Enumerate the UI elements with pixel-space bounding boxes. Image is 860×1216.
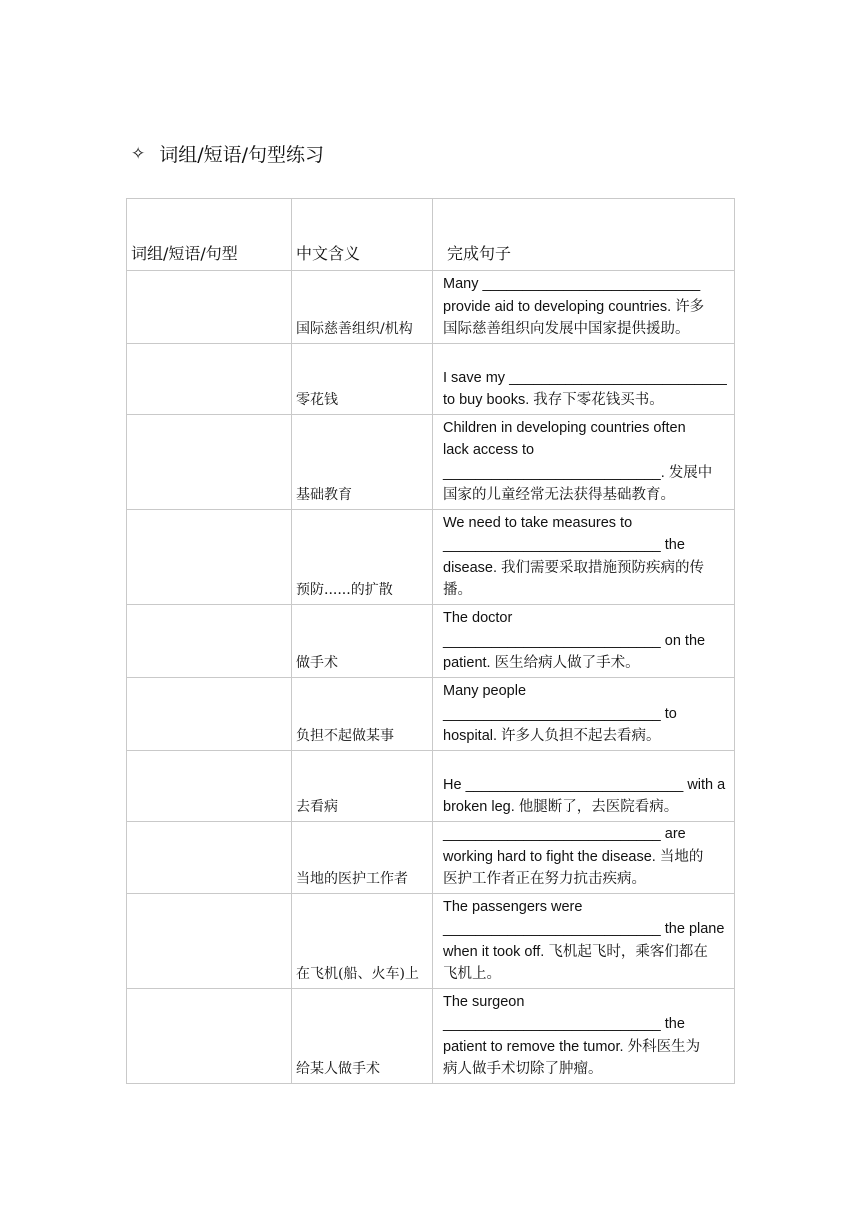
table-row bbox=[127, 271, 735, 344]
table-row bbox=[127, 894, 735, 989]
sentence-line: I save my ___________________________ bbox=[443, 369, 727, 386]
sentence-line: We need to take measures to bbox=[443, 514, 633, 531]
header-sentence: 完成句子 bbox=[433, 199, 735, 271]
sentence-line: lack access to bbox=[443, 442, 535, 459]
sentence-line: Many people bbox=[443, 683, 527, 700]
section-heading bbox=[131, 140, 324, 167]
phrase-cell[interactable] bbox=[127, 894, 292, 989]
table-row bbox=[127, 344, 735, 415]
sentence-cell[interactable] bbox=[433, 415, 735, 510]
header-phrase: 词组/短语/句型 bbox=[127, 199, 292, 271]
phrase-cell[interactable] bbox=[127, 271, 292, 344]
sentence-line: 国家的儿童经常无法获得基础教育。 bbox=[443, 487, 675, 504]
sentence-cell[interactable] bbox=[433, 605, 735, 678]
meaning-cell: 零花钱 bbox=[292, 344, 433, 415]
sentence-line: ___________________________ are bbox=[443, 826, 686, 843]
sentence-line: provide aid to developing countries. 许多 bbox=[443, 298, 705, 315]
phrase-cell[interactable] bbox=[127, 415, 292, 510]
table-row bbox=[127, 822, 735, 894]
sentence-line: Children in developing countries often bbox=[443, 419, 686, 436]
header-row bbox=[127, 199, 735, 271]
sentence-line: 国际慈善组织向发展中国家提供援助。 bbox=[443, 321, 690, 338]
meaning-cell: 去看病 bbox=[292, 751, 433, 822]
meaning-cell: 预防......的扩散 bbox=[292, 510, 433, 605]
sentence-line: working hard to fight the disease. 当地的 bbox=[443, 848, 704, 865]
sentence-line: patient. 医生给病人做了手术。 bbox=[443, 655, 640, 672]
table-row bbox=[127, 510, 735, 605]
sentence-line: ___________________________ the bbox=[443, 537, 685, 554]
sentence-line: The passengers were bbox=[443, 898, 583, 915]
table-row bbox=[127, 751, 735, 822]
table-row bbox=[127, 605, 735, 678]
header-meaning: 中文含义 bbox=[292, 199, 433, 271]
sentence-line: patient to remove the tumor. 外科医生为 bbox=[443, 1038, 701, 1055]
sentence-line: ___________________________ the plane bbox=[443, 921, 725, 938]
sentence-line: The surgeon bbox=[443, 993, 525, 1010]
section-title: 词组/短语/句型练习 bbox=[159, 144, 325, 166]
sentence-line: ___________________________ on the bbox=[443, 632, 706, 649]
sentence-line: hospital. 许多人负担不起去看病。 bbox=[443, 728, 661, 745]
sentence-line: 播。 bbox=[443, 582, 472, 599]
sentence-line: when it took off. 飞机起飞时，乘客们都在 bbox=[443, 943, 708, 960]
phrase-cell[interactable] bbox=[127, 751, 292, 822]
sentence-cell[interactable] bbox=[433, 510, 735, 605]
meaning-cell: 在飞机(船、火车)上 bbox=[292, 894, 433, 989]
sentence-line: The doctor bbox=[443, 610, 513, 627]
sentence-line: ___________________________ the bbox=[443, 1016, 685, 1033]
table-row bbox=[127, 989, 735, 1084]
phrase-cell[interactable] bbox=[127, 678, 292, 751]
sentence-cell[interactable] bbox=[433, 271, 735, 344]
sentence-line: 病人做手术切除了肿瘤。 bbox=[443, 1061, 603, 1078]
sentence-line: to buy books. 我存下零花钱买书。 bbox=[443, 392, 664, 409]
meaning-cell: 做手术 bbox=[292, 605, 433, 678]
sentence-cell[interactable] bbox=[433, 894, 735, 989]
phrase-cell[interactable] bbox=[127, 822, 292, 894]
phrase-cell[interactable] bbox=[127, 344, 292, 415]
sentence-line: He ___________________________ with a bbox=[443, 776, 726, 793]
exercise-table bbox=[126, 198, 735, 1084]
sentence-line: ___________________________ to bbox=[443, 705, 677, 722]
sentence-line: 医护工作者正在努力抗击疾病。 bbox=[443, 871, 646, 888]
phrase-cell[interactable] bbox=[127, 510, 292, 605]
table-row bbox=[127, 415, 735, 510]
sentence-line: broken leg. 他腿断了，去医院看病。 bbox=[443, 799, 679, 816]
sentence-cell[interactable] bbox=[433, 822, 735, 894]
meaning-cell: 负担不起做某事 bbox=[292, 678, 433, 751]
sentence-cell[interactable] bbox=[433, 989, 735, 1084]
meaning-cell: 给某人做手术 bbox=[292, 989, 433, 1084]
sentence-line: Many ___________________________ bbox=[443, 276, 701, 293]
sentence-cell[interactable] bbox=[433, 344, 735, 415]
sentence-line: disease. 我们需要采取措施预防疾病的传 bbox=[443, 559, 705, 576]
sentence-cell[interactable] bbox=[433, 751, 735, 822]
sentence-cell[interactable] bbox=[433, 678, 735, 751]
meaning-cell: 当地的医护工作者 bbox=[292, 822, 433, 894]
table-row bbox=[127, 678, 735, 751]
meaning-cell: 国际慈善组织/机构 bbox=[292, 271, 433, 344]
sentence-line: ___________________________. 发展中 bbox=[443, 464, 713, 481]
meaning-cell: 基础教育 bbox=[292, 415, 433, 510]
phrase-cell[interactable] bbox=[127, 989, 292, 1084]
sentence-line: 飞机上。 bbox=[443, 966, 501, 983]
phrase-cell[interactable] bbox=[127, 605, 292, 678]
sparkle-icon: ✧ bbox=[131, 143, 146, 164]
